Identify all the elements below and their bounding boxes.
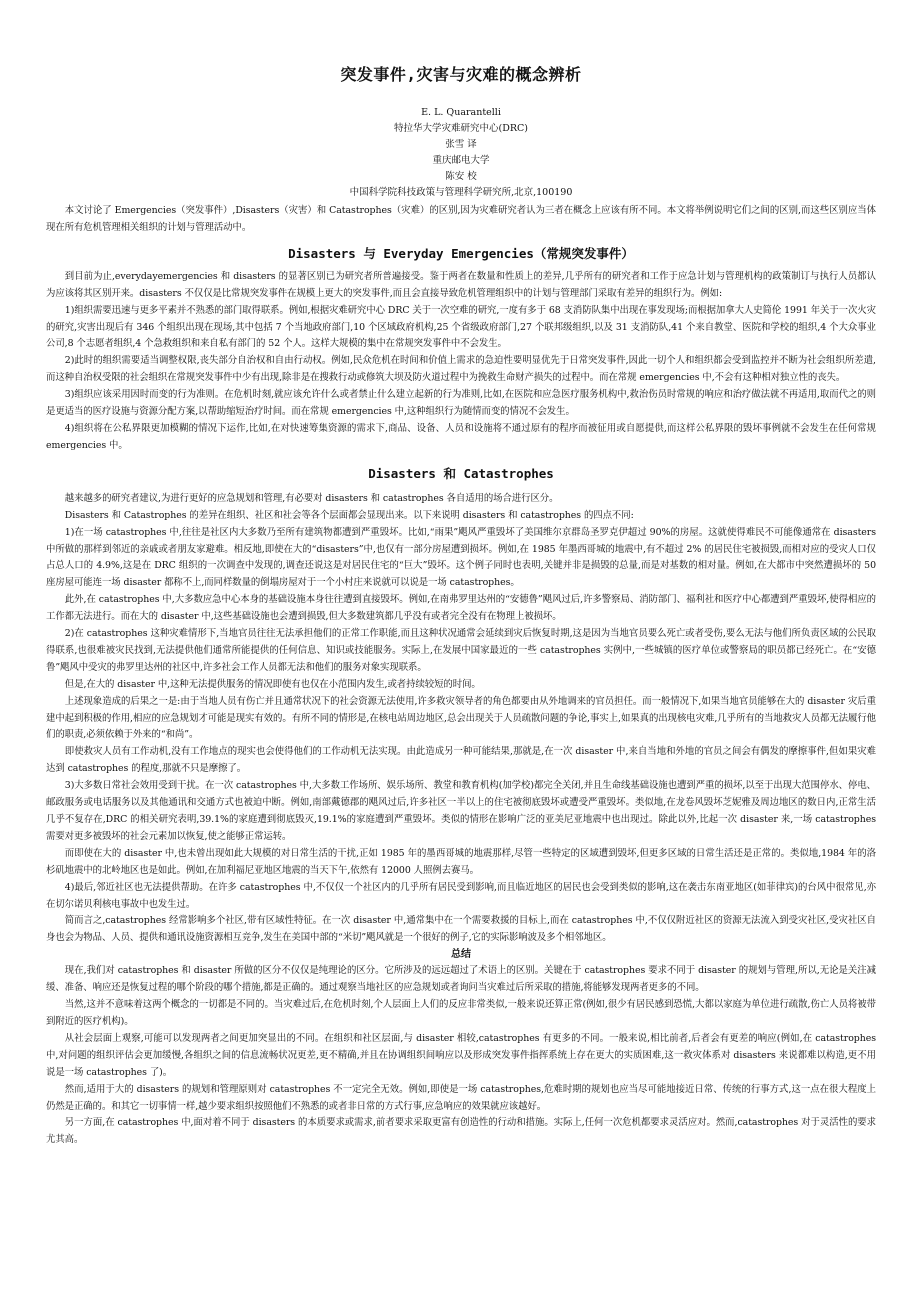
paragraph: 但是,在大的 disaster 中,这种无法提供服务的情况即使有也仅在小范围内发生,或者持续较短的时间。 [64,678,481,690]
translator: 张雪 译 [445,139,477,150]
author-affiliation: 特拉华大学灾难研究中心(DRC) [394,123,528,134]
paragraph: 当然,这并不意味着这两个概念的一切都是不同的。当灾难过后,在危机时刻,个人层面上人们的反应非常类似,一般来说还算正常(例如,很少有居民感到恐慌,大都以家庭为单位进行疏散,伤亡人员将被带到附近的医疗机构)。 [46,999,876,1027]
paragraph: 此外,在 catastrophes 中,大多数应急中心本身的基础设施本身往往遭到直接毁坏。例如,在南弗罗里达州的“安德鲁”飓风过后,许多警察局、消防部门、福利社和医疗中心都遭到严重毁坏,使得相应的工作都无法进行。而在大的 disaster 中,这些基础设施也会遭到损毁,但大多数建筑都几乎没有或者完全没有在物理上被损坏。 [46,594,876,623]
author-block [46,105,876,201]
paragraph: 4)组织将在公私界限更加模糊的情况下运作,比如,在对快速筹集资源的需求下,商品、设备、人员和设施将不通过原有的程序而被征用或自愿提供,而这样公私界限的毁坏事例就不会发生在任何常规 emergencies 中。 [46,422,876,451]
translator-affiliation: 重庆邮电大学 [432,155,490,166]
paragraph: 1)在一场 catastrophes 中,往往是社区内大多数乃至所有建筑物都遭到严重毁坏。比如,“雨果”飓风严重毁坏了美国维尔京群岛圣罗克伊超过 90%的房屋。这就使得难民不可能像通常在 disasters 中所做的那样到邻近的亲戚或者朋友家避难。相反地,即使在大的“disasters”中,也仅有一部分房屋遭到损坏。例如,在 1985 年墨西哥城的地震中,有不超过 2% 的居民住宅被损毁,而相对应的受灾人口仅占总人口的 4.9%,这是在 DRC 组织的一次调查中发现的,调查还说这是对居民住宅的“巨大”毁坏。这个例子同时也表明,关键并非是损毁的总量,而是对基数的相对量。例如,在大都市中突然遭损坏的 50 座房屋可能连一场 disaster 都称不上,而同样数量的倒塌房屋对于一个小村庄来说就可以说是一场 catastrophes。 [46,526,876,589]
paper-page [46,62,876,1149]
paragraph: 到目前为止,everydayemergencies 和 disasters 的显著区别已为研究者所普遍接受。鉴于两者在数量和性质上的差异,几乎所有的研究者和工作于应急计划与管理机构的政策制订与执行人员都认为应该将其区别开来。disasters 不仅仅是比常规突发事件在规模上更大的突发事件,而且会直接导致危机管理组织中的计划与管理部门采取有差异的组织行为。例如: [46,270,876,299]
paragraph: 现在,我们对 catastrophes 和 disaster 所做的区分不仅仅是纯理论的区分。它所涉及的远远超过了术语上的区别。关键在于 catastrophes 要求不同于 disaster 的规划与管理,所以,无论是关注减缓、准备、响应还是恢复过程的哪个阶段的哪个措施,都是正确的。通过观察当地社区的应急规划或者询问当灾难过后所采取的措施,将能够发现两者更多的不同。 [46,965,876,994]
section-heading: Disasters 和 Catastrophes [368,465,554,481]
proofreader: 陈安 校 [445,171,477,182]
abstract: 本文讨论了 Emergencies（突发事件）,Disasters（灾害）和 Catastrophes（灾难）的区别,因为灾难研究者认为三者在概念上应该有所不同。本文将举例说明它们之间的区别,而这些区别应当体现在所有危机管理相关组织的计划与管理活动中。 [46,205,876,233]
paragraph: 3)组织应该采用因时而变的行为准则。在危机时刻,就应该允许什么或者禁止什么建立起新的行为准则,比如,在医院和应急医疗服务机构中,救治伤员时常规的响应和治疗做法就不再适用,取而代之的则是更适当的医疗设施与资源分配方案,以帮助缩短治疗时间。而在常规 emergencies 中,这种组织行为随情而变的情况不会发生。 [46,389,876,418]
paragraph: 1)组织需要迅速与更多平素并不熟悉的部门取得联系。例如,根据灾难研究中心 DRC 关于一次空难的研究,一度有多于 68 支消防队集中出现在事发现场;而根据加拿大人史简伦 1991 年关于一次火灾的研究,灾害出现后有 346 个组织出现在现场,其中包括 7 个当地政府部门,10 个区域政府机构,25 个省级政府部门,27 个联邦级组织,以及 31 支消防队,41 个来自教堂、医院和学校的组织,4 个大众事业公司,8 个志愿者组织,4 个急救组织和来自私有部门的 52 个人。这样大规模的集中在常规突发事件中不会发生。 [46,304,876,350]
paragraph: 2)此时的组织需要适当调整权限,丧失部分自治权和自由行动权。例如,民众危机在时间和价值上需求的急迫性要明显优先于日常突发事件,因此一切个人和组织都会受到监控并不断为社会组织所差遣,而这种自治权受限的社会组织在常规突发事件中少有出现,除非是在搜救行动或修筑大坝及防火道过程中为挽救生命财产损失的过程中。而在常规 emergencies 中,不会有这种相对独立性的丧失。 [46,355,876,384]
paragraph: 从社会层面上观察,可能可以发现两者之间更加突显出的不同。在组织和社区层面,与 disaster 相较,catastrophes 有更多的不同。一般来说,相比前者,后者会有更差的响应(例如,在 catastrophes 中,对问题的组织评估会更加缓慢,各组织之间的信息流畅状况更差,更不精确,并且在协调组织间响应以及形成突发事件指挥系统上存在更大的实质困难,这一救灾体系对 disasters 来说都难以构造,更不用说是一场 catastrophes 了)。 [46,1032,876,1078]
paragraph: 即使救灾人员有工作动机,没有工作地点的现实也会使得他们的工作动机无法实现。由此造成另一种可能结果,那就是,在一次 disaster 中,来自当地和外地的官员之间会有偶发的摩擦事件,但如果灾难达到 catastrophes 的程度,那就不只是摩擦了。 [46,746,876,775]
paragraph: 简而言之,catastrophes 经常影响多个社区,带有区域性特征。在一次 disaster 中,通常集中在一个需要救援的目标上,而在 catastrophes 中,不仅仅附近社区的资源无法流入到受灾社区,受灾社区自身也会为物品、人员、提供和通讯设施资源相互竞争,发生在美国中部的“米切”飓风就是一个很好的例子,它的实际影响波及多个相邻地区。 [46,915,876,944]
paragraph: 然而,适用于大的 disasters 的规划和管理原则对 catastrophes 不一定完全无效。例如,即使是一场 catastrophes,危难时期的规划也应当尽可能地接近日常、传统的行事方式,这一点在很大程度上仍然是正确的。和其它一切事情一样,越少要求组织按照他们不熟悉的或者非日常的方式行事,应急响应的效果就应该越好。 [46,1083,876,1112]
proofreader-affiliation: 中国科学院科技政策与管理科学研究所,北京,100190 [349,187,573,198]
paper-title: 突发事件,灾害与灾难的概念辨析 [340,65,582,84]
author-name: E. L. Quarantelli [421,107,501,118]
paragraph: 而即使在大的 disaster 中,也未曾出现如此大规模的对日常生活的干扰,正如 1985 年的墨西哥城的地震那样,尽管一些特定的区域遭到毁坏,但更多区域的日常生活还是正常的。类似地,1984 年的洛杉矶地震中的北岭地区也是如此。例如,在加利福尼亚地区地震的当天下午,依然有 12000 人照例去赛马。 [46,847,876,876]
paragraph: 4)最后,邻近社区也无法提供帮助。在许多 catastrophes 中,不仅仅一个社区内的几乎所有居民受到影响,而且临近地区的居民也会受到类似的影响,这在袭击东南亚地区(如菲律宾)的台风中很常见,亦在切尔诺贝利核电事故中也发生过。 [46,881,876,910]
paragraph: Disasters 和 Catastrophes 的差异在组织、社区和社会等各个层面都会显现出来。以下来说明 disasters 和 catastrophes 的四点不同: [64,509,634,521]
paragraph: 3)大多数日常社会效用受到干扰。在一次 catastrophes 中,大多数工作场所、娱乐场所、教堂和教育机构(加学校)都完全关闭,并且生命线基础设施也遭到严重的损坏,以至于出现大范围停水、停电、邮政服务或电话服务以及其他通讯和交通方式也被迫中断。例如,南部戴德郡的飓风过后,许多社区一半以上的住宅被彻底毁坏或遭受严重毁坏。类似地,在龙卷风毁坏芝妮雅及周边地区的数日内,正常生活几乎不复存在,DRC 的相关研究表明,39.1%的家庭遭到彻底毁灭,19.1%的家庭遭到严重毁坏。类似的情形在影响广泛的亚美尼亚地震中也出现过。除此以外,比起一次 disaster 来,一场 catastrophes 需要对更多被毁坏的社会元素加以恢复,使之能够正常运转。 [46,780,876,842]
summary-heading: 总结 [451,949,471,961]
section-heading: Disasters 与 Everyday Emergencies（常规突发事件） [288,245,634,261]
paragraph: 另一方面,在 catastrophes 中,面对着不同于 disasters 的本质要求或需求,前者要求采取更富有创造性的行动和措施。实际上,任何一次危机都要求灵活应对。然而,catastrophes 对于灵活性的要求尤其高。 [46,1117,876,1146]
paragraph: 越来越多的研究者建议,为进行更好的应急规划和管理,有必要对 disasters 和 catastrophes 各自适用的场合进行区分。 [64,492,559,504]
paragraph: 2)在 catastrophes 这种灾难情形下,当地官员往往无法承担他们的正常工作职能,而且这种状况通常会延续到灾后恢复时期,这是因为当地官员要么死亡或者受伤,要么无法与他们所负责区域的公民取得联系,也很难被灾民找到,无法提供他们通常所能提供的任何信息、知识或技能服务。实际上,在发展中国家最近的一些 catastrophes 实例中,一些城镇的医疗单位或警察局的职员都已经死亡。在“安德鲁”飓风中受灾的弗罗里达州的社区中,许多社会工作人员都无法和他们的服务对象实现联系。 [46,628,876,673]
paragraph: 上述现象造成的后果之一是:由于当地人员有伤亡并且通常状况下的社会资源无法使用,许多救灾领导者的角色都要由从外地调来的官员担任。而一般情况下,如果当地官员能够在大的 disaster 灾后重建中起到积极的作用,相应的应急规划才可能是现实有效的。有所不同的情形是,在核电站周边地区,总会出现关于人员疏散问题的争论,事实上,如果真的出现核电灾难,几乎所有的当地救灾人员都无法履行他们的职责,必须依赖于外来的“和尚”。 [46,695,876,741]
